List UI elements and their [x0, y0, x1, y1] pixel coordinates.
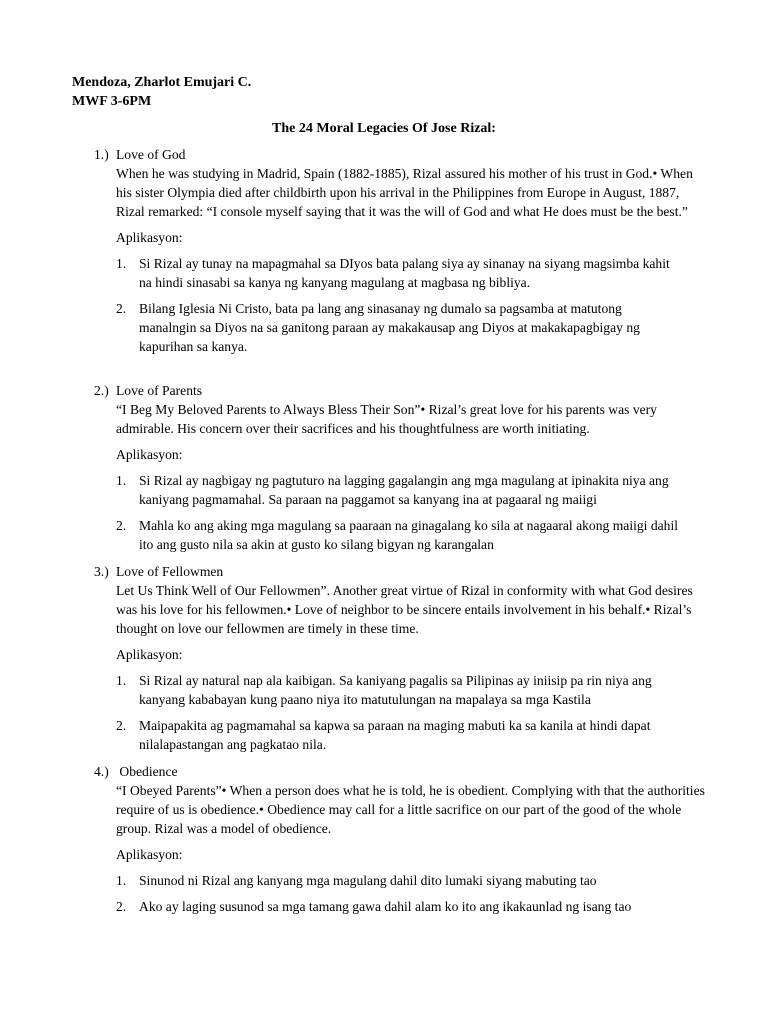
list-text: Si Rizal ay nagbigay ng pagtuturo na lagging gagalangin ang mga magulang at ipinakita niya ang kaniyang pagmamahal. Sa paraan na paggamot sa kanyang ina at pagaaral ng maiigi: [139, 473, 669, 507]
section-body: When he was studying in Madrid, Spain (1882-1885), Rizal assured his mother of his trust in God.• When his sister Olympia died after childbirth upon his arrival in the Philippines from Europe in August, 1887, Rizal remarked: “I console myself saying that it was the will of God and what He does must be the best.”: [116, 166, 693, 219]
aplikasyon-label: Aplikasyon:: [116, 647, 183, 662]
list-text: Ako ay laging susunod sa mga tamang gawa dahil alam ko ito ang ikakaunlad ng isang tao: [139, 899, 632, 914]
list-number: 1.: [116, 256, 127, 271]
list-number: 2.: [116, 718, 127, 733]
list-item: [116, 716, 682, 754]
list-number: 2.: [116, 301, 127, 316]
application-list: [94, 254, 704, 356]
section-header: [94, 145, 704, 164]
section-love-of-parents: [94, 381, 704, 554]
section-body: Let Us Think Well of Our Fellowmen”. Another great virtue of Rizal in conformity with what God desires was his love for his fellowmen.• Love of neighbor to be sincere entails involvement in his behalf.• Rizal’s thought on love our fellowmen are timely in these time.: [116, 583, 693, 636]
list-number: 1.: [116, 473, 127, 488]
section-love-of-god: [94, 145, 704, 356]
list-item: [116, 254, 682, 292]
list-text: Si Rizal ay natural nap ala kaibigan. Sa kaniyang pagalis sa Pilipinas ay iniisip pa rin niya ang kanyang kababayan kung paano niya ito matutulungan na mapalaya sa mga Kastila: [139, 673, 652, 707]
aplikasyon-label: Aplikasyon:: [116, 447, 183, 462]
section-number: 2.): [94, 383, 109, 398]
application-list: [94, 871, 704, 916]
section-heading: Love of Fellowmen: [116, 564, 224, 579]
list-text: Bilang Iglesia Ni Cristo, bata pa lang ang sinasanay ng dumalo sa pagsamba at matutong manalngin sa Diyos na sa ganitong paraan ay makakausap ang Diyos at makakapagbigay ng kapurihan sa kanya.: [139, 301, 640, 354]
section-number: 1.): [94, 147, 109, 162]
section-heading: Obedience: [116, 764, 178, 779]
section-obedience: [94, 762, 704, 916]
section-header: [94, 381, 704, 400]
section-heading: Love of God: [116, 147, 186, 162]
list-item: [116, 516, 682, 554]
section-number: 4.): [94, 764, 109, 779]
list-item: [116, 299, 682, 356]
author-name: Mendoza, Zharlot Emujari C.: [72, 75, 252, 90]
list-number: 2.: [116, 899, 127, 914]
aplikasyon-label: Aplikasyon:: [116, 230, 183, 245]
list-text: Mahla ko ang aking mga magulang sa paaraan na ginagalang ko sila at nagaaral akong maiigi dahil ito ang gusto nila sa akin at gusto ko silang bigyan ng karangalan: [139, 518, 679, 552]
section-body: “I Obeyed Parents”• When a person does what he is told, he is obedient. Complying with that the authorities require of us is obedience.• Obedience may call for a little sacrifice on our part of the good of the whole group. Rizal was a model of obedience.: [116, 783, 705, 836]
list-text: Sinunod ni Rizal ang kanyang mga magulang dahil dito lumaki siyang mabuting tao: [139, 873, 597, 888]
list-number: 1.: [116, 873, 127, 888]
section-love-of-fellowmen: [94, 562, 704, 754]
section-header: [94, 562, 704, 581]
section-heading: Love of Parents: [116, 383, 203, 398]
list-item: [116, 671, 682, 709]
list-text: Maipapakita ag pagmamahal sa kapwa sa paraan na maging mabuti ka sa kanila at hindi dapat nilalapastangan ang pagkatao nila.: [139, 718, 651, 752]
section-header: [94, 762, 704, 781]
application-list: [94, 471, 704, 554]
section-number: 3.): [94, 564, 109, 579]
list-number: 2.: [116, 518, 127, 533]
list-number: 1.: [116, 673, 127, 688]
list-item: [116, 897, 682, 916]
document-title: The 24 Moral Legacies Of Jose Rizal:: [272, 121, 496, 136]
class-schedule: MWF 3-6PM: [72, 94, 152, 109]
list-item: [116, 871, 682, 890]
author-block: [72, 73, 251, 111]
application-list: [94, 671, 704, 754]
list-text: Si Rizal ay tunay na mapagmahal sa DIyos bata palang siya ay sinanay na siyang magsimba kahit na hindi sinasabi sa kanya ng kanyang magulang at magbasa ng bibliya.: [139, 256, 670, 290]
section-body: “I Beg My Beloved Parents to Always Bless Their Son”• Rizal’s great love for his parents was very admirable. His concern over their sacrifices and his thoughtfulness are worth initiating.: [116, 402, 657, 436]
list-item: [116, 471, 682, 509]
aplikasyon-label: Aplikasyon:: [116, 847, 183, 862]
